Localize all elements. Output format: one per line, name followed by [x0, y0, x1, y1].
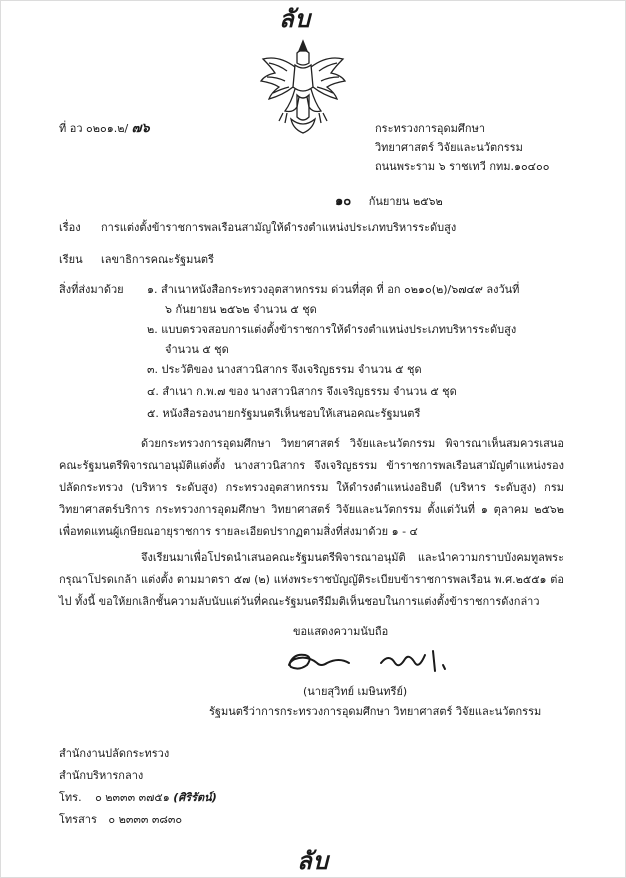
- recipient-text: เลขาธิการคณะรัฐมนตรี: [101, 253, 214, 266]
- footer-division: สำนักบริหารกลาง: [59, 769, 144, 782]
- enclosure-item: ๔. สำเนา ก.พ.๗ ของ นางสาวนิสากร จึงเจริญธรรม จำนวน ๕ ชุด: [147, 385, 457, 398]
- enclosure-item: ๕. หนังสือรองนายกรัฐมนตรีเห็นชอบให้เสนอคณะรัฐมนตรี: [147, 407, 421, 420]
- secrecy-mark-text: ลับ: [279, 4, 311, 33]
- enclosure-item: ๑. สำเนาหนังสือกระทรวงอุตสาหกรรม ด่วนที่สุด ที่ อก ๐๒๑๐(๒)/๖๗๔๙ ลงวันที่: [147, 283, 520, 296]
- secrecy-mark-top: [279, 5, 311, 33]
- recipient-label: เรียน: [59, 253, 83, 266]
- secrecy-mark-bottom: [297, 847, 329, 875]
- footer-telephone: [59, 791, 217, 805]
- telephone-number: ๐ ๒๓๓๓ ๓๗๕๑: [95, 791, 170, 804]
- enclosure-item-continued: ๖ กันยายน ๒๕๖๒ จำนวน ๕ ชุด: [165, 303, 317, 316]
- fax-number: ๐ ๒๓๓๓ ๓๘๓๐: [108, 813, 183, 826]
- signer-position: รัฐมนตรีว่าการกระทรวงการอุดมศึกษา วิทยาศาสตร์ วิจัยและนวัตกรรม: [209, 705, 542, 718]
- fax-label: โทรสาร: [59, 813, 97, 826]
- handwritten-signature: [283, 645, 465, 675]
- sender-ministry-line2: วิทยาศาสตร์ วิจัยและนวัตกรรม: [375, 141, 523, 154]
- footer-fax: [59, 813, 182, 827]
- footer-office: สำนักงานปลัดกระทรวง: [59, 747, 170, 760]
- enclosures-label: สิ่งที่ส่งมาด้วย: [59, 283, 124, 296]
- sender-address: ถนนพระราม ๖ ราชเทวี กทม.๑๐๔๐๐: [375, 160, 550, 173]
- telephone-label: โทร.: [59, 791, 82, 804]
- subject-label: เรื่อง: [59, 221, 81, 234]
- body-paragraph-1: ด้วยกระทรวงการอุดมศึกษา วิทยาศาสตร์ วิจัยและนวัตกรรม พิจารณาเห็นสมควรเสนอคณะรัฐมนตรีพิจารณาอนุมัติแต่งตั้ง นางสาวนิสากร จึงเจริญธรรม ข้าราชการพลเรือนสามัญตำแหน่งรองปลัดกระทรวง (บริหาร ระดับสูง) กระทรวงอุตสาหกรรม ให้ดำรงตำแหน่งอธิบดี (บริหาร ระดับสูง) กรมวิทยาศาสตร์บริการ กระทรวงการอุดมศึกษา วิทยาศาสตร์ วิจัยและนวัตกรรม ตั้งแต่วันที่ ๑ ตุลาคม ๒๕๖๒ เพื่อทดแทนผู้เกษียณอายุราชการ รายละเอียดปรากฏตามสิ่งที่ส่งมาด้วย ๑ - ๔: [59, 437, 564, 538]
- date-day: ๑๐: [335, 194, 352, 209]
- reference-handwritten-number: ๗๖: [131, 121, 150, 136]
- signer-name: (นายสุวิทย์ เมษินทรีย์): [303, 685, 408, 698]
- enclosure-item: ๓. ประวัติของ นางสาวนิสากร จึงเจริญธรรม จำนวน ๕ ชุด: [147, 363, 422, 376]
- reference-number: ๐๒๐๑.๒/: [86, 122, 129, 135]
- reference-line: [59, 122, 150, 136]
- enclosure-item-continued: จำนวน ๕ ชุด: [165, 343, 229, 356]
- body-paragraph-2: จึงเรียนมาเพื่อโปรดนำเสนอคณะรัฐมนตรีพิจารณาอนุมัติ และนำความกราบบังคมทูลพระกรุณาโปรดเกล้า แต่งตั้ง ตามมาตรา ๕๗ (๒) แห่งพระราชบัญญัติระเบียบข้าราชการพลเรือน พ.ศ.๒๕๕๑ ต่อไป ทั้งนี้ ขอให้ยกเลิกชั้นความลับนับแต่วันที่คณะรัฐมนตรีมีมติเห็นชอบในการแต่งตั้งข้าราชการดังกล่าว: [59, 551, 564, 608]
- closing-salutation: ขอแสดงความนับถือ: [293, 625, 389, 638]
- garuda-emblem-icon: [257, 37, 349, 137]
- letter-date: [335, 195, 443, 209]
- enclosure-item: ๒. แบบตรวจสอบการแต่งตั้งข้าราชการให้ดำรงตำแหน่งประเภทบริหารระดับสูง: [147, 323, 517, 336]
- sender-ministry: กระทรวงการอุดมศึกษา: [375, 122, 485, 135]
- date-month-year: กันยายน ๒๕๖๒: [368, 195, 443, 208]
- telephone-contact-handwritten: (ศิริรัตน์): [173, 791, 217, 804]
- reference-label: ที่ อว: [59, 122, 83, 135]
- secrecy-mark-text: ลับ: [297, 846, 329, 875]
- subject-text: การแต่งตั้งข้าราชการพลเรือนสามัญให้ดำรงตำแหน่งประเภทบริหารระดับสูง: [101, 221, 457, 234]
